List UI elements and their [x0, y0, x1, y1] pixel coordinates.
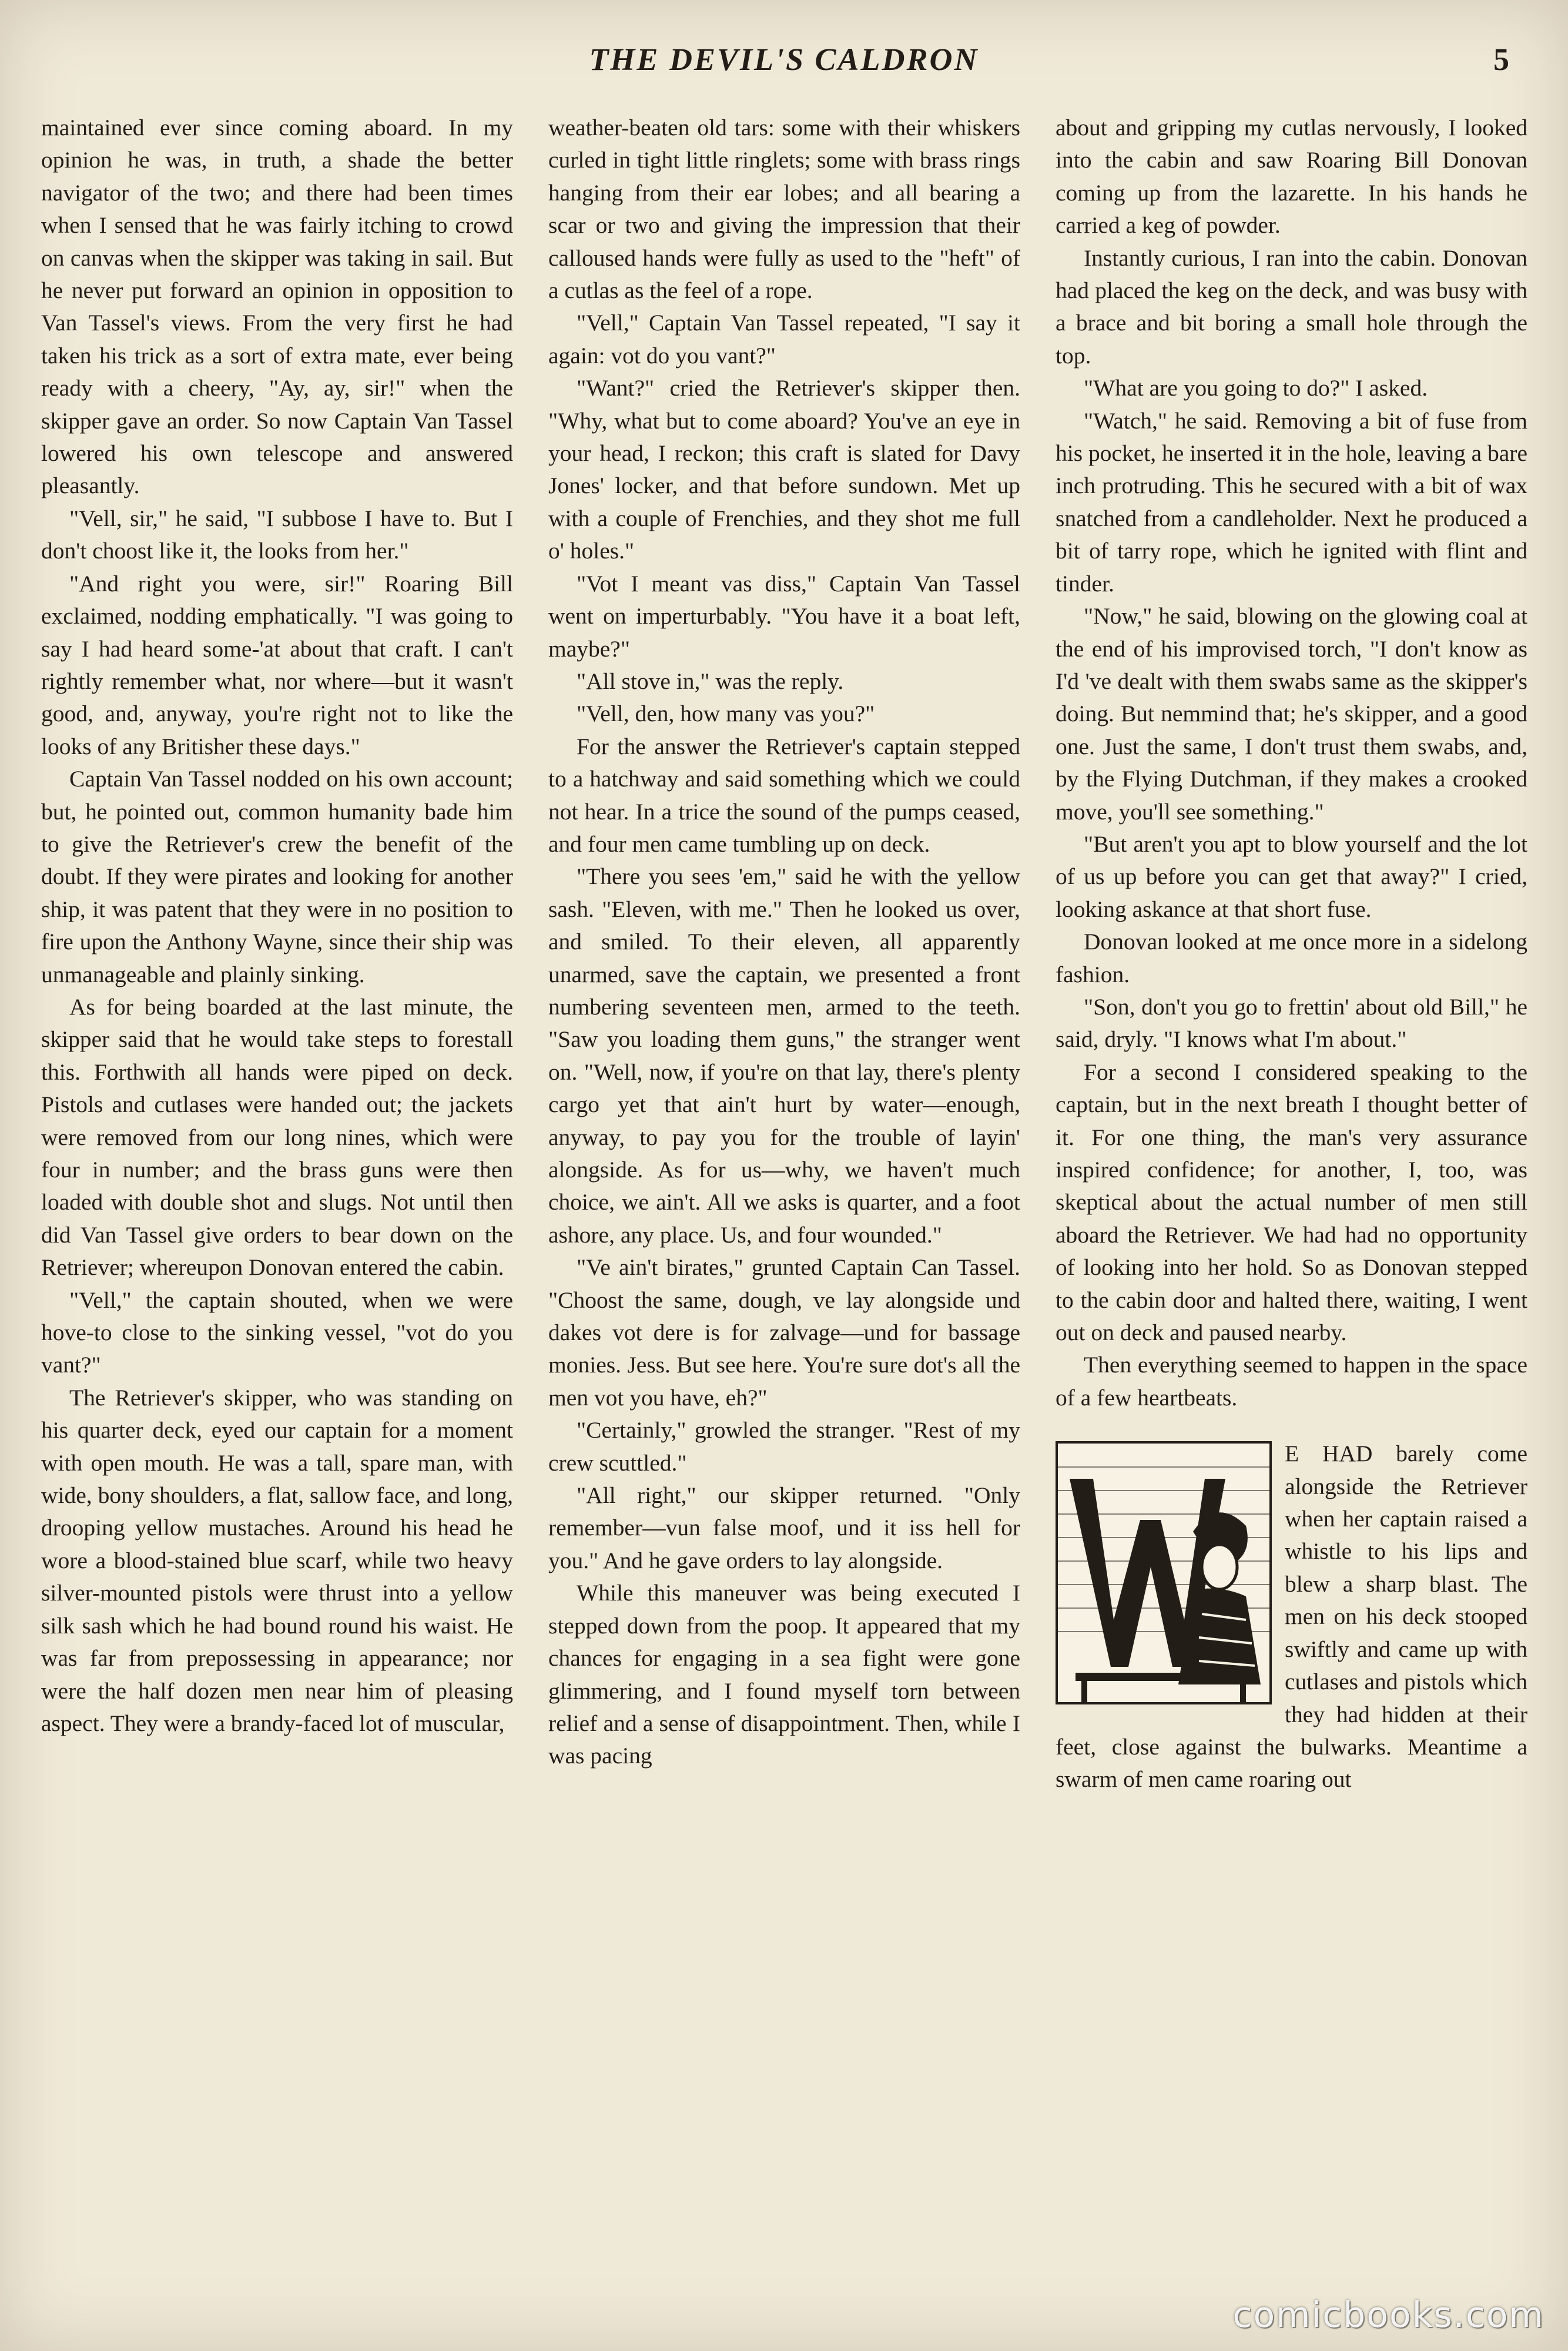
column-2	[548, 112, 1020, 2286]
paragraph: "But aren't you apt to blow yourself and the lot of us up before you can get that away?" I cried, looking askance at that short fuse.	[1056, 830, 1527, 922]
paragraph: "All right," our skipper returned. "Only remember—vun false moof, und it iss hell for you." And he gave orders to lay alongside.	[548, 1482, 1020, 1573]
paragraph: For a second I considered speaking to the captain, but in the next breath I thought better of it. For one thing, the man's very assurance inspired confidence; for another, I, too, was skeptical about the actual number of men still aboard the Retriever. We had had no opportunity of looking into her hold. So as Donovan stepped to the cabin door and halted there, waiting, I went out on deck and paused nearby.	[1056, 1059, 1527, 1346]
paragraph: weather-beaten old tars: some with their whiskers curled in tight little ringlets; some with brass rings hanging from their ear lobes; and all bearing a scar or two and giving the impression that their calloused hands were fully as used to the "heft" of a cutlas as the feel of a rope.	[548, 115, 1020, 304]
paragraph: Then everything seemed to happen in the space of a few heartbeats.	[1056, 1352, 1527, 1411]
dropcap-illustration-w	[1056, 1441, 1272, 1704]
paragraph: Instantly curious, I ran into the cabin. Donovan had placed the keg on the deck, and was busy with a brace and bit boring a small hole through the top.	[1056, 245, 1527, 369]
paragraph: "And right you were, sir!" Roaring Bill exclaimed, nodding emphatically. "I was going to say I had heard some-'at about that craft. I can't rightly remember what, nor where—but it wasn't good, and, anyway, you're right not to like the looks of any Britisher these days."	[41, 570, 513, 759]
paragraph: While this maneuver was being executed I stepped down from the poop. It appeared that my chances for engaging in a sea fight were gone glimmering, and I found myself torn between relief and a sense of disappointment. Then, while I was pacing	[548, 1580, 1020, 1769]
text-columns	[41, 112, 1528, 2286]
column-3	[1056, 112, 1527, 2286]
paragraph: "Watch," he said. Removing a bit of fuse from his pocket, he inserted it in the hole, leaving a bare inch protruding. This he secured with a bit of wax snatched from a candleholder. Next he produced a bit of tarry rope, which he ignited with flint and tinder.	[1056, 407, 1527, 597]
paragraph: "Vot I meant vas diss," Captain Van Tassel went on imperturbably. "You have it a boat left, maybe?"	[548, 570, 1020, 662]
page-header	[0, 41, 1568, 88]
paragraph: "Son, don't you go to frettin' about old Bill," he said, dryly. "I knows what I'm about."	[1056, 993, 1527, 1053]
paragraph: As for being boarded at the last minute, the skipper said that he would take steps to forestall this. Forthwith all hands were piped on deck. Pistols and cutlases were handed out; the jackets were removed from our long nines, which were four in number; and the brass guns were then loaded with double shot and slugs. Not until then did Van Tassel give orders to bear down on the Retriever; whereupon Donovan entered the cabin.	[41, 993, 513, 1281]
paragraph: "Certainly," growled the stranger. "Rest of my crew scuttled."	[548, 1417, 1020, 1476]
paragraph: Donovan looked at me once more in a sidelong fashion.	[1056, 929, 1527, 987]
dropcap-section	[1056, 1438, 1527, 1796]
column-1	[41, 112, 513, 2286]
paragraph: For the answer the Retriever's captain stepped to a hatchway and said something which we could not hear. In a trice the sound of the pumps ceased, and four men came tumbling up on deck.	[548, 733, 1020, 857]
paragraph: "Want?" cried the Retriever's skipper then. "Why, what but to come aboard? You've an eye in your head, I reckon; this craft is slated for Davy Jones' locker, and that before sundown. Met up with a couple of Frenchies, and they shot me full o' holes."	[548, 375, 1020, 564]
dropcap-paragraph: E HAD barely come alongside the Retriever when her captain raised a whistle to his lips and blew a sharp blast. The men on his deck stooped swiftly and came up with cutlases and pistols which they had hidden at their feet, close against the bulwarks. Meantime a swarm of men came roaring out	[1056, 1441, 1527, 1793]
dropcap-illustration-icon	[1058, 1444, 1269, 1702]
paragraph: about and gripping my cutlas nervously, I looked into the cabin and saw Roaring Bill Donovan coming up from the lazarette. In his hands he carried a keg of powder.	[1056, 115, 1527, 239]
paragraph: maintained ever since coming aboard. In my opinion he was, in truth, a shade the better navigator of the two; and there had been times when I sensed that he was fairly itching to crowd on canvas when the skipper was taking in sail. But he never put forward an opinion in opposition to Van Tassel's views. From the very first he had taken his trick as a sort of extra mate, ever being ready with a cheery, "Ay, ay, sir!" when the skipper gave an order. So now Captain Van Tassel lowered his own telescope and answered pleasantly.	[41, 115, 513, 499]
paragraph: "Ve ain't birates," grunted Captain Can Tassel. "Choost the same, dough, ve lay alongside und dakes vot dere is for zalvage—und for bassage monies. Jess. But see here. You're sure dot's all the men vot you have, eh?"	[548, 1254, 1020, 1411]
site-watermark: comicbooks.com	[1232, 2295, 1544, 2336]
paragraph: "There you sees 'em," said he with the yellow sash. "Eleven, with me." Then he looked us over, and smiled. To their eleven, all apparently unarmed, save the captain, we presented a front numbering seventeen men, armed to the teeth. "Saw you loading them guns," the stranger went on. "Well, now, if you're on that lay, there's plenty cargo yet that ain't hurt by water—enough, anyway, to pay you for the trouble of layin' alongside. As for us—why, we haven't much choice, we ain't. All we asks is quarter, and a foot ashore, any place. Us, and four wounded."	[548, 863, 1020, 1248]
paragraph: "Vell, sir," he said, "I subbose I have to. But I don't choost like it, the looks from her."	[41, 505, 513, 564]
paragraph: "Vell," Captain Van Tassel repeated, "I say it again: vot do you vant?"	[548, 310, 1020, 369]
paragraph: The Retriever's skipper, who was standing on his quarter deck, eyed our captain for a moment with open mouth. He was a tall, spare man, with wide, bony shoulders, a flat, sallow face, and long, drooping yellow mustaches. Around his head he wore a blood-stained blue scarf, while two heavy silver-mounted pistols were thrust into a yellow silk sash which he had bound round his waist. He was far from prepossessing in appearance; nor were the half dozen men near him of pleasing aspect. They were a brandy-faced lot of muscular,	[41, 1384, 513, 1736]
paragraph: "Now," he said, blowing on the glowing coal at the end of his improvised torch, "I don't know as I'd 've dealt with them swabs same as the skipper's doing. But nemmind that; he's skipper, and a good one. Just the same, I don't trust them swabs, and, by the Flying Dutchman, if they makes a crooked move, you'll see something."	[1056, 603, 1527, 825]
paragraph: "All stove in," was the reply.	[577, 668, 844, 694]
paragraph: "What are you going to do?" I asked.	[1084, 375, 1428, 401]
paragraph: "Vell, den, how many vas you?"	[577, 701, 875, 727]
page-number: 5	[1493, 42, 1509, 77]
paragraph: Captain Van Tassel nodded on his own account; but, he pointed out, common humanity bade him to give the Retriever's crew the benefit of the doubt. If they were pirates and looking for another ship, it was patent that they were in no position to fire upon the Anthony Wayne, since their ship was unmanageable and plainly sinking.	[41, 766, 513, 987]
paragraph: "Vell," the captain shouted, when we were hove-to close to the sinking vessel, "vot do you vant?"	[41, 1287, 513, 1378]
running-title: THE DEVIL'S CALDRON	[589, 42, 979, 77]
